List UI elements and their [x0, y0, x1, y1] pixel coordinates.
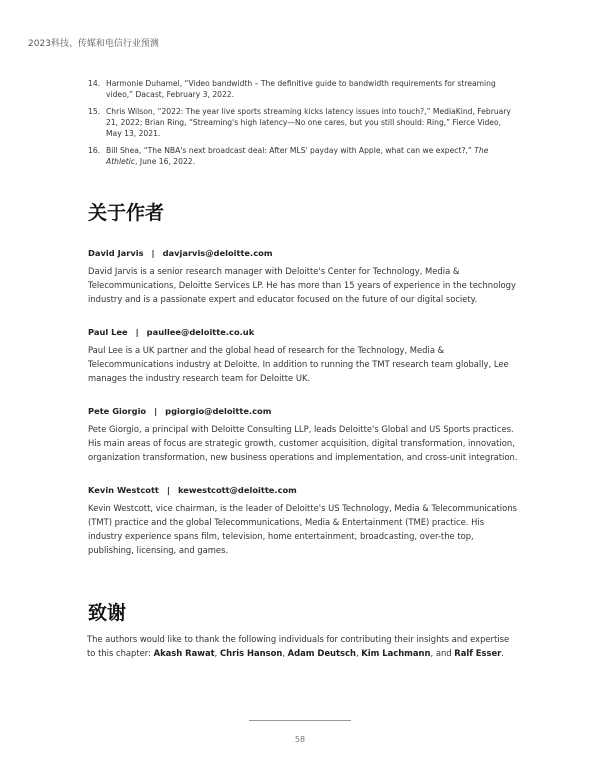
ack-separator: , and: [430, 648, 455, 658]
reference-text: Chris Wilson, “2022: The year live sports streaming kicks latency issues into touch?,” MediaKind, February 21, 2022; Brian Ring, “Streaming's high latency—No one cares, but you still should: Ring,” Fierce Video, May 13, 2021.: [106, 107, 511, 138]
author-heading: [88, 485, 518, 495]
separator: |: [135, 327, 139, 337]
separator: |: [166, 485, 170, 495]
reference-text: [106, 145, 513, 167]
footer-divider: [249, 720, 351, 721]
authors-section: [88, 248, 518, 578]
reference-item: [88, 106, 513, 139]
publication-title: The Athletic: [106, 146, 489, 166]
author-email: paullee@deloitte.co.uk: [146, 327, 255, 337]
author-heading: [88, 327, 518, 337]
author-name: David Jarvis: [88, 248, 144, 258]
reference-number: 15.: [88, 107, 101, 116]
reference-item: [88, 78, 513, 100]
author-block: [88, 327, 518, 385]
ack-intro: The authors would like to thank the following individuals for contributing their insights and expertise to this chapter:: [87, 634, 510, 658]
author-email: davjarvis@deloitte.com: [162, 248, 273, 258]
reference-text-part: , June 16, 2022.: [135, 157, 196, 166]
separator: |: [154, 406, 158, 416]
reference-text: Harmonie Duhamel, “Video bandwidth – The definitive guide to bandwidth requirements for streaming video,” Dacast, February 3, 2022.: [106, 79, 496, 99]
author-name: Paul Lee: [88, 327, 128, 337]
ack-name: Adam Deutsch: [287, 648, 356, 658]
author-bio: Kevin Westcott, vice chairman, is the leader of Deloitte's US Technology, Media & Telecommunications (TMT) practice and the global Telecommunications, Media & Entertainment (TME) practice. His industry experience spans film, television, home entertainment, broadcasting, over-the top, publishing, licensing, and games.: [88, 503, 517, 555]
reference-text-part: Bill Shea, “The NBA's next broadcast deal: After MLS' payday with Apple, what can we expect?,”: [106, 146, 475, 155]
ack-name: Kim Lachmann: [361, 648, 431, 658]
author-block: [88, 485, 518, 557]
acknowledgment-text: [87, 632, 517, 660]
references-list: [88, 78, 513, 173]
page-number: 58: [294, 735, 306, 744]
author-bio: Pete Giorgio, a principal with Deloitte Consulting LLP, leads Deloitte's Global and US Sports practices. His main areas of focus are strategic growth, customer acquisition, digital transformation, innovation, organization transformation, new business operations and implementation, and cross-unit integration.: [88, 424, 518, 462]
author-heading: [88, 406, 518, 416]
ack-name: Ralf Esser: [454, 648, 502, 658]
reference-item: [88, 145, 513, 167]
reference-number: 16.: [88, 146, 101, 155]
ack-name: Chris Hanson: [219, 648, 283, 658]
ack-end: .: [501, 648, 504, 658]
author-bio: Paul Lee is a UK partner and the global head of research for the Technology, Media & Telecommunications industry at Deloitte. In addition to running the TMT research team globally, Lee manages the industry research team for Deloitte UK.: [88, 345, 509, 383]
author-heading: [88, 248, 518, 258]
ack-separator: ,: [355, 648, 362, 658]
ack-separator: ,: [214, 648, 220, 658]
ack-name: Akash Rawat: [153, 648, 215, 658]
reference-number: 14.: [88, 79, 101, 88]
ack-separator: ,: [282, 648, 288, 658]
author-email: kewestcott@deloitte.com: [177, 485, 297, 495]
author-block: [88, 248, 518, 306]
author-block: [88, 406, 518, 464]
about-authors-heading: 关于作者: [88, 202, 165, 224]
running-header: 2023科技、传媒和电信行业预测: [28, 39, 159, 49]
acknowledgments-heading: 致谢: [88, 602, 127, 624]
author-bio: David Jarvis is a senior research manager with Deloitte's Center for Technology, Media & Telecommunications, Deloitte Services LP. He has more than 15 years of experience in the technology industry and is a passionate expert and educator focused on the future of our digital society.: [88, 266, 516, 304]
author-name: Pete Giorgio: [88, 406, 147, 416]
author-name: Kevin Westcott: [88, 485, 159, 495]
author-email: pgiorgio@deloitte.com: [165, 406, 272, 416]
separator: |: [151, 248, 155, 258]
